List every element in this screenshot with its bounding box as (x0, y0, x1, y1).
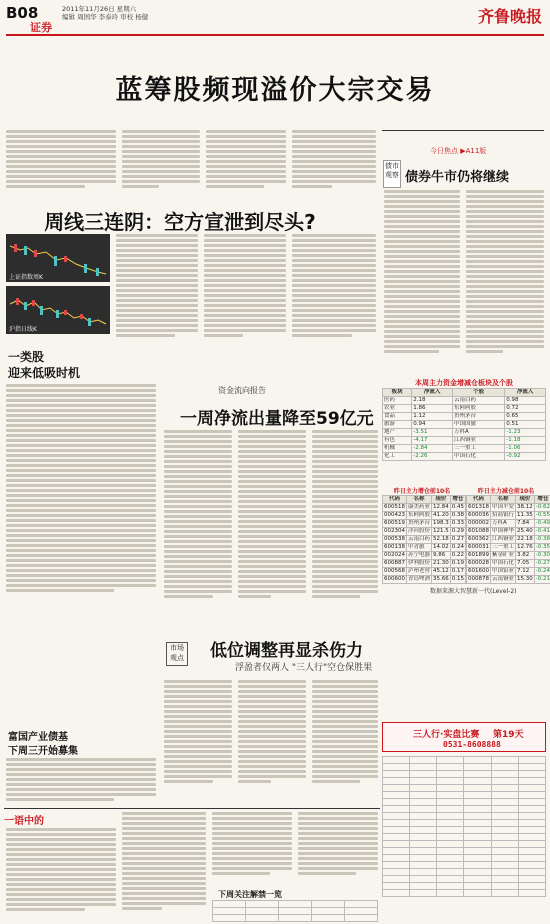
increase-table-cell: 35.66 (433, 576, 449, 582)
decrease-table-row (467, 536, 550, 544)
quote-body-2 (122, 812, 206, 912)
increase-table-cell: 002024 (384, 552, 405, 558)
decrease-table-cell: 600036 (468, 512, 489, 518)
decrease-table-cell: -0.21 (535, 576, 550, 582)
flow-table-row (383, 405, 546, 413)
bond-headline: 债券牛市仍将继续 (405, 170, 510, 185)
issue-date: 2011年11月26日 星期六 (62, 5, 137, 13)
second-headline: 周线三连阴：空方宣泄到尽头? (44, 210, 316, 234)
weekly-article-col-3 (292, 234, 376, 339)
decrease-table-cell: 601088 (468, 528, 489, 534)
flow-table-cell: 0.98 (505, 397, 546, 405)
weekly-body-3 (312, 430, 378, 600)
increase-table-cell: 康美药业 (408, 504, 431, 510)
decrease-table-cell: 600031 (468, 544, 489, 550)
increase-table-cell: 云南白药 (408, 536, 431, 542)
decrease-table-row (467, 528, 550, 536)
increase-table-cell: 0.45 (451, 504, 465, 510)
increase-table-cell: 0.27 (451, 536, 465, 542)
decrease-table-cell: 7.84 (516, 520, 535, 528)
low-body-2 (238, 680, 306, 785)
increase-table-cell: 青岛啤酒 (408, 576, 431, 582)
decrease-table-row (467, 568, 550, 576)
flow-table-cell: -2.84 (412, 445, 453, 453)
weekly-tag: 资金流向报告 (218, 386, 266, 395)
flow-table (382, 388, 546, 461)
flow-table-cell: -1.18 (505, 437, 546, 445)
fund-tag: 富国产业债基 (8, 732, 68, 743)
increase-table-cell: 贵州茅台 (408, 520, 431, 526)
increase-table-row (383, 536, 466, 544)
side-head-1: 一类股 (8, 350, 45, 364)
increase-table-cell: 0.38 (451, 512, 465, 518)
decrease-table-body (467, 504, 550, 584)
th-name: 名称 (407, 496, 432, 504)
th-sector: 板块 (383, 389, 412, 397)
increase-table-row (383, 512, 466, 520)
increase-table-cell: 0.22 (451, 552, 465, 558)
side-head-2: 迎来低吸时机 (8, 366, 81, 380)
bottom-rule (4, 808, 380, 809)
increase-table-cell: 东阿阿胶 (408, 512, 431, 518)
decrease-table-cell: 11.35 (517, 512, 533, 518)
increase-table-cell: 002304 (384, 528, 405, 534)
increase-table-cell: 14.02 (433, 544, 449, 550)
increase-table-cell: 0.29 (451, 528, 465, 534)
th-price: 现价 (432, 496, 451, 504)
flow-table-row (383, 429, 546, 437)
issue-meta (62, 5, 148, 21)
decrease-table-cell: -0.49 (535, 520, 550, 526)
decrease-table-cell: -0.38 (535, 536, 550, 542)
decrease-table-row (467, 520, 550, 528)
contest-banner (382, 722, 546, 752)
increase-table-cell: 洋河股份 (408, 528, 431, 534)
flow-table-cell: -0.92 (505, 453, 546, 461)
bond-body-1 (384, 190, 460, 355)
decrease-table-cell: 中国石化 (492, 560, 515, 566)
th-add-r: 增仓 (534, 496, 550, 504)
weekly-article-col-1 (116, 234, 198, 339)
low-body-1 (164, 680, 232, 785)
increase-table-cell: 0.24 (451, 544, 465, 550)
unlock-table-title: 下周关注解禁一览 (218, 890, 282, 899)
th-name-r: 名称 (491, 496, 516, 504)
decrease-table-cell: 招商银行 (492, 512, 515, 518)
decrease-table-cell: 中国神华 (492, 528, 515, 534)
flow-table-cell: 旅游 (383, 421, 412, 429)
th-code-r: 代码 (467, 496, 491, 504)
contest-title: 三人行·实盘比赛 (413, 730, 480, 740)
low-body-3 (312, 680, 378, 785)
decrease-table-cell: 3.82 (516, 552, 535, 560)
page-header (0, 0, 550, 34)
decrease-table-cell: 15.30 (517, 576, 533, 582)
increase-table-cell: 伊利股份 (408, 560, 431, 566)
fund-body (6, 758, 156, 803)
chart-weekly-label: 上证指数周K (9, 274, 43, 281)
increase-table-cell: 45.12 (433, 568, 449, 574)
flow-table-cell: -4.17 (412, 437, 453, 445)
quote-tag: 一语中的 (4, 816, 44, 827)
increase-table-cell: 000538 (384, 536, 405, 542)
increase-table-cell: 600138 (384, 544, 405, 550)
decrease-table-cell: 600362 (468, 536, 489, 542)
increase-table-cell: 52.18 (433, 536, 449, 542)
quote-body-1 (6, 828, 116, 913)
decrease-table-row (467, 576, 550, 584)
decrease-table-cell: -0.27 (535, 560, 550, 566)
increase-table-row (383, 528, 466, 536)
increase-table-cell: 198.3 (433, 520, 449, 526)
decrease-table-cell: 600028 (468, 560, 489, 566)
increase-table-row (383, 552, 466, 560)
increase-table-cell: 600600 (384, 576, 405, 582)
decrease-table-row (467, 512, 550, 520)
masthead-logo: 齐鲁晚报 (477, 7, 542, 26)
flow-table-cell: 0.72 (505, 405, 546, 413)
market-view-tag: 市场观点 (166, 642, 188, 666)
th-inflow-2: 净流入 (505, 389, 546, 397)
article-column-4 (292, 130, 376, 190)
increase-table-cell: 600519 (384, 520, 405, 526)
decrease-table-cell: -0.55 (535, 512, 550, 518)
flow-table-cell: 农业 (383, 405, 412, 413)
flow-table-cell: 2.18 (412, 397, 453, 405)
decrease-table-cell: -0.41 (535, 528, 550, 534)
increase-table (382, 495, 466, 584)
article-column-3 (206, 130, 286, 190)
flow-table-cell: -1.06 (505, 445, 546, 453)
increase-table-cell: 000568 (384, 568, 405, 574)
flow-table-row (383, 453, 546, 461)
bond-tip: 今日焦点 ▶A11版 (430, 147, 487, 155)
low-subhead: 浮盈者仅两人 "三人行"空仓保胜果 (235, 663, 373, 673)
increase-table-row (383, 560, 466, 568)
decrease-table-cell: 22.18 (517, 536, 533, 542)
increase-table-cell: 0.19 (451, 560, 465, 566)
flow-table-cell: 0.94 (412, 421, 453, 429)
contest-table (382, 756, 546, 897)
decrease-table-cell: 7.12 (516, 568, 535, 576)
increase-table-cell: 600887 (384, 560, 405, 566)
article-column-2 (122, 130, 200, 190)
th-add: 增仓 (450, 496, 465, 504)
increase-table-cell: 21.30 (433, 560, 449, 566)
decrease-table-cell: 601899 (468, 552, 489, 558)
weekly-body-2 (238, 430, 306, 600)
decrease-table-cell: 中国平安 (492, 504, 515, 510)
table1-title: 本周主力资金增减仓板块及个股 (415, 379, 513, 387)
flow-table-cell: 0.65 (505, 413, 546, 421)
flow-table-row (383, 421, 546, 429)
flow-table-cell: 中国石化 (453, 453, 505, 461)
increase-table-cell: 苏宁电器 (408, 552, 431, 558)
increase-table-row (383, 568, 466, 576)
increase-table-cell: 12.84 (433, 504, 449, 510)
weekly-headline: 一周净流出量降至59亿元 (180, 409, 374, 429)
flow-table-row (383, 397, 546, 405)
main-headline: 蓝筹股频现溢价大宗交易 (115, 75, 435, 106)
table2-left-title: 昨日主力增仓前10名 (393, 488, 451, 495)
decrease-table-cell: 25.40 (517, 528, 533, 534)
decrease-table-cell: -0.35 (535, 544, 550, 550)
decrease-table-cell: 38.12 (517, 504, 533, 510)
flow-table-cell: -1.23 (505, 429, 546, 437)
flow-table-cell: 食品 (383, 413, 412, 421)
th-stock: 个股 (453, 389, 505, 397)
decrease-table-cell: 万科A (491, 520, 516, 528)
increase-table-row (383, 520, 466, 528)
low-headline: 低位调整再显杀伤力 (210, 641, 363, 661)
article-column-1 (6, 130, 116, 190)
table-source: 数据来源大智慧新一代(Level-2) (430, 588, 517, 595)
decrease-table-cell: 000002 (468, 520, 489, 526)
flow-table-cell: 万科A (453, 429, 505, 437)
chart-weekly (6, 234, 110, 282)
table2-right-title: 昨日主力减仓前10名 (477, 488, 535, 495)
flow-table-cell: 地产 (383, 429, 412, 437)
increase-table-cell: 41.20 (433, 512, 449, 518)
th-inflow: 净流入 (412, 389, 453, 397)
fund-sub: 下周三开始募集 (8, 746, 78, 757)
flow-table-cell: 1.86 (412, 405, 453, 413)
chart-daily (6, 286, 110, 334)
decrease-table-cell: -0.30 (535, 552, 550, 558)
decrease-table-row (467, 560, 550, 568)
flow-table-row (383, 413, 546, 421)
side-body (6, 384, 156, 594)
flow-table-cell: 化工 (383, 453, 412, 461)
header-rule (6, 34, 544, 36)
increase-table-cell: 9.86 (432, 552, 451, 560)
quote-body-4 (298, 812, 378, 877)
contest-number: 0531-8608888 (443, 740, 501, 749)
decrease-table-cell: 云南铜业 (492, 576, 515, 582)
increase-table-cell: 0.33 (451, 520, 465, 526)
increase-table-cell: 0.17 (451, 568, 465, 574)
decrease-table-cell: 12.76 (517, 544, 533, 550)
increase-table-cell: 0.15 (451, 576, 465, 582)
contest-days: 第19天 (493, 730, 524, 740)
th-price-r: 现价 (516, 496, 535, 504)
increase-table-row (383, 504, 466, 512)
decrease-table-cell: 江西铜业 (492, 536, 515, 542)
weekly-article-col-2 (204, 234, 286, 339)
flow-table-cell: -2.26 (412, 453, 453, 461)
decrease-table-row (467, 504, 550, 512)
flow-table-cell: 中国国旅 (453, 421, 505, 429)
page-number: B08 (6, 4, 39, 22)
editor-line: 编辑 周国华 李泰玲 审校 杨健 (62, 13, 149, 21)
flow-table-cell: 机械 (383, 445, 412, 453)
increase-table-cell: 121.5 (433, 528, 449, 534)
chart-daily-label: 沪指日线K (9, 326, 37, 333)
flow-table-cell: 贵州茅台 (453, 413, 505, 421)
flow-table-cell: 三一重工 (453, 445, 505, 453)
decrease-table-cell: 601600 (468, 568, 489, 574)
flow-table-cell: 东阿阿胶 (453, 405, 505, 413)
increase-table-cell: 000423 (384, 512, 405, 518)
flow-table-cell: 江西铜业 (453, 437, 505, 445)
flow-table-cell: 1.12 (412, 413, 453, 421)
decrease-table-row (467, 552, 550, 560)
decrease-table-cell: -0.62 (535, 504, 550, 510)
th-code: 代码 (383, 496, 407, 504)
increase-table-row (383, 544, 466, 552)
weekly-body-1 (164, 430, 232, 600)
unlock-table (212, 900, 378, 922)
increase-table-cell: 600518 (384, 504, 405, 510)
flow-table-row (383, 437, 546, 445)
bond-body-2 (466, 190, 544, 355)
flow-table-cell: 医药 (383, 397, 412, 405)
increase-table-body (383, 504, 466, 584)
decrease-table-cell: 紫金矿业 (492, 552, 515, 558)
decrease-table (466, 495, 550, 584)
flow-table-body (383, 397, 546, 461)
decrease-table-cell: 7.05 (516, 560, 535, 568)
decrease-table-cell: 000878 (468, 576, 489, 582)
flow-table-row (383, 445, 546, 453)
bond-tag: 债市观察 (383, 160, 401, 188)
flow-table-cell: 云南白药 (453, 397, 505, 405)
decrease-table-cell: -0.24 (535, 568, 550, 574)
flow-table-cell: 有色 (383, 437, 412, 445)
increase-table-cell: 中青旅 (407, 544, 432, 552)
section-name: 证券 (30, 21, 52, 34)
decrease-table-row (467, 544, 550, 552)
increase-table-row (383, 576, 466, 584)
decrease-table-cell: 中国铝业 (492, 568, 515, 574)
quote-body-3 (212, 812, 292, 877)
decrease-table-cell: 601318 (468, 504, 489, 510)
decrease-table-cell: 三一重工 (492, 544, 515, 550)
increase-table-cell: 泸州老窖 (408, 568, 431, 574)
flow-table-cell: -3.51 (412, 429, 453, 437)
flow-table-cell: 0.51 (505, 421, 546, 429)
